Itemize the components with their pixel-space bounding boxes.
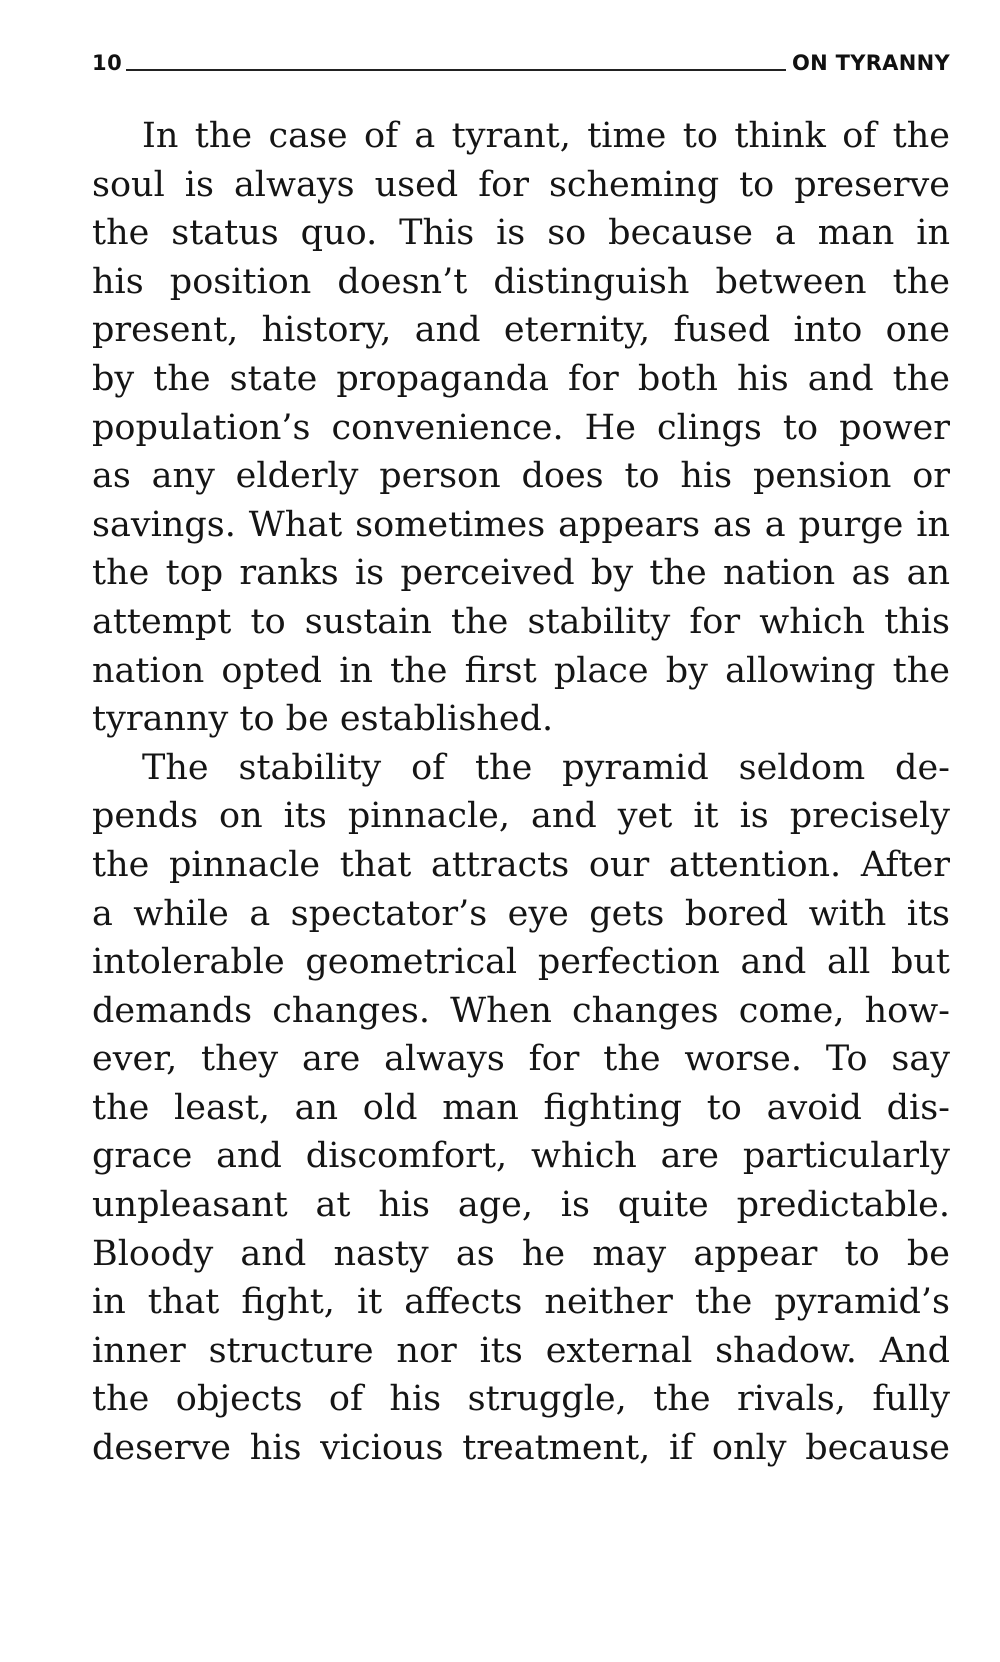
header-rule [126,69,786,71]
text-line: pends on its pinnacle, and yet it is precisely [92,796,950,837]
text-line: ever, they are always for the worse. To say [92,1039,950,1080]
text-line: present, history, and eternity, fused into one [92,310,950,351]
text-line: intolerable geometrical perfection and all but [92,942,950,983]
text-line: deserve his vicious treatment, if only because [92,1428,950,1469]
text-line: the top ranks is perceived by the nation as an [92,553,950,594]
text-line: the objects of his struggle, the rivals, fully [92,1379,950,1420]
running-head [92,46,950,74]
text-line: savings. What sometimes appears as a purge in [92,504,950,545]
paragraph [92,112,950,744]
text-line: grace and discomfort, which are particularly [92,1136,950,1177]
text-line: tyranny to be established. [92,699,554,740]
text-line: his position doesn’t distinguish between the [92,261,950,302]
text-line: In the case of a tyrant, time to think of the [142,116,950,156]
paragraph [92,744,950,1473]
text-line: demands changes. When changes come, how- [92,990,950,1031]
text-line: the status quo. This is so because a man in [92,213,950,254]
text-line: The stability of the pyramid seldom de- [142,747,950,788]
text-line: nation opted in the first place by allowing the [92,650,950,691]
text-line: as any elderly person does to his pension or [92,456,950,497]
text-line: the pinnacle that attracts our attention. After [92,844,950,885]
text-line: Bloody and nasty as he may appear to be [92,1233,950,1274]
text-line: in that fight, it affects neither the pyramid’s [92,1282,950,1323]
text-line: a while a spectator’s eye gets bored with its [92,893,950,934]
text-line: the least, an old man fighting to avoid dis- [92,1087,950,1128]
text-line: soul is always used for scheming to preserve [92,164,950,205]
text-line: by the state propaganda for both his and the [92,358,950,399]
running-title: ON TYRANNY [791,51,950,75]
text-line: attempt to sustain the stability for which this [92,601,950,642]
page-number: 10 [92,51,123,75]
text-line: unpleasant at his age, is quite predictable. [92,1185,950,1226]
text-line: population’s convenience. He clings to power [92,407,950,448]
body-text [92,112,950,1473]
text-line: inner structure nor its external shadow. And [92,1330,950,1371]
